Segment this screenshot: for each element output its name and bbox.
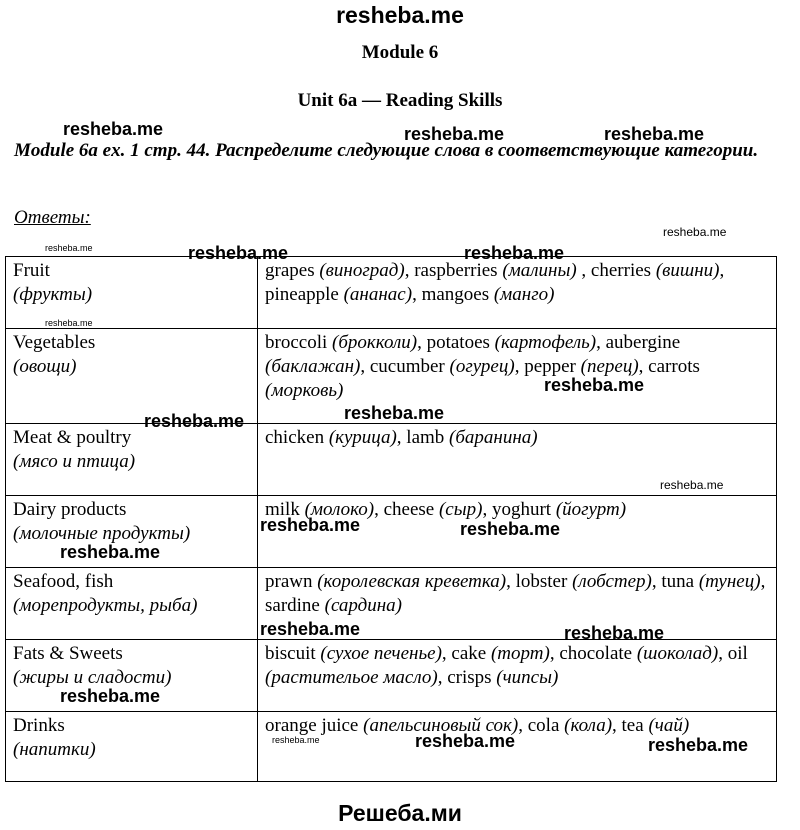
word-english: biscuit	[265, 643, 321, 664]
word-separator: ,	[549, 643, 560, 664]
word-translation: (малины)	[502, 260, 577, 281]
word-translation: (виноград)	[319, 260, 405, 281]
word-english: tuna	[661, 571, 699, 592]
category-name: Dairy products	[13, 499, 127, 520]
watermark: resheba.me	[663, 225, 727, 239]
category-name: Fats & Sweets	[13, 643, 123, 664]
word-translation: (сухое печенье)	[320, 643, 442, 664]
word-translation: (сыр)	[438, 499, 483, 520]
word-translation: (курица)	[328, 427, 397, 448]
word-separator: ,	[374, 499, 384, 520]
word-english: cherries	[590, 260, 656, 281]
word-english: cola	[527, 715, 565, 736]
watermark: resheba.me	[415, 731, 516, 751]
word-translation: (чипсы)	[496, 667, 559, 688]
word-english: oil	[727, 643, 753, 664]
word-english: orange juice	[265, 715, 364, 736]
word-english: cucumber	[369, 356, 450, 377]
category-name: Vegetables	[13, 332, 96, 353]
word-english: raspberries	[414, 260, 503, 281]
category-translation: (жиры и сладости)	[13, 667, 172, 688]
word-english: mangoes	[421, 284, 494, 305]
table-row	[6, 257, 777, 329]
word-translation: (морковь)	[265, 380, 344, 401]
word-separator: ,	[514, 356, 525, 377]
word-separator: ,	[718, 643, 728, 664]
word-translation: (баранина)	[449, 427, 538, 448]
word-translation: (растительое масло)	[265, 667, 438, 688]
category-translation: (молочные продукты)	[13, 523, 191, 544]
watermark: resheba.me	[464, 243, 565, 263]
word-english: chicken	[265, 427, 329, 448]
watermark: resheba.me	[460, 519, 561, 539]
watermark: resheba.me	[60, 686, 161, 706]
word-translation: (молоко)	[304, 499, 375, 520]
word-separator: ,	[482, 499, 492, 520]
watermark: resheba.me	[660, 478, 724, 492]
unit-title: Unit 6a — Reading Skills	[297, 90, 503, 111]
words-cell	[258, 640, 777, 712]
word-separator: ,	[651, 571, 662, 592]
watermark: resheba.me	[260, 619, 361, 639]
word-translation: (королевская креветка)	[317, 571, 507, 592]
words-cell	[258, 329, 777, 424]
word-separator: ,	[417, 332, 427, 353]
watermark: resheba.me	[272, 735, 320, 745]
word-translation: (брокколи)	[332, 332, 418, 353]
word-english: yoghurt	[491, 499, 556, 520]
word-translation: (ананас)	[343, 284, 413, 305]
word-translation: (перец)	[580, 356, 639, 377]
word-separator: ,	[596, 332, 606, 353]
word-separator: ,	[441, 643, 452, 664]
site-header[interactable]: resheba.me	[336, 2, 464, 28]
word-translation: (сардина)	[324, 595, 403, 616]
word-english: potatoes	[426, 332, 495, 353]
word-separator: ,	[437, 667, 448, 688]
category-cell	[6, 329, 258, 424]
watermark: resheba.me	[404, 124, 505, 144]
watermark: resheba.me	[188, 243, 289, 263]
word-english: pepper	[524, 356, 581, 377]
word-english: prawn	[265, 571, 318, 592]
word-english: chocolate	[559, 643, 637, 664]
watermark: resheba.me	[648, 735, 749, 755]
category-translation: (напитки)	[13, 739, 96, 760]
category-name: Seafood, fish	[13, 571, 114, 592]
word-separator: ,	[506, 571, 516, 592]
watermark: resheba.me	[604, 124, 705, 144]
watermark: resheba.me	[260, 515, 361, 535]
answers-label: Ответы:	[14, 207, 91, 228]
category-name: Drinks	[13, 715, 65, 736]
watermark: resheba.me	[45, 243, 93, 253]
word-english: tea	[621, 715, 649, 736]
word-translation: (огурец)	[449, 356, 515, 377]
word-translation: (картофель)	[494, 332, 597, 353]
category-translation: (фрукты)	[13, 284, 93, 305]
word-translation: (тунец)	[698, 571, 761, 592]
word-english: aubergine	[605, 332, 685, 353]
word-english: broccoli	[265, 332, 333, 353]
footer-site[interactable]: Решеба.ми	[338, 800, 462, 826]
word-english: cake	[451, 643, 491, 664]
category-translation: (морепродукты, рыба)	[13, 595, 198, 616]
word-translation: (кола)	[564, 715, 613, 736]
word-separator: ,	[518, 715, 528, 736]
category-cell	[6, 568, 258, 640]
category-cell	[6, 257, 258, 329]
category-cell	[6, 424, 258, 496]
word-translation: (чай)	[648, 715, 690, 736]
watermark: resheba.me	[144, 411, 245, 431]
word-english: carrots	[648, 356, 705, 377]
word-english: milk	[265, 499, 305, 520]
watermark: resheba.me	[45, 318, 93, 328]
word-separator: ,	[760, 571, 771, 592]
word-separator: ,	[638, 356, 649, 377]
word-separator: ,	[360, 356, 370, 377]
word-translation: (апельсиновый сок)	[363, 715, 519, 736]
watermark: resheba.me	[63, 119, 164, 139]
word-english: lamb	[406, 427, 450, 448]
watermark: resheba.me	[564, 623, 665, 643]
word-english: sardine	[265, 595, 325, 616]
category-translation: (мясо и птица)	[13, 451, 136, 472]
category-name: Meat & poultry	[13, 427, 132, 448]
word-separator: ,	[412, 284, 422, 305]
category-translation: (овощи)	[13, 356, 77, 377]
word-english: pineapple	[265, 284, 344, 305]
word-translation: (вишни)	[655, 260, 720, 281]
category-name: Fruit	[13, 260, 50, 281]
watermark: resheba.me	[344, 403, 445, 423]
word-separator: ,	[612, 715, 622, 736]
word-separator: ,	[576, 260, 591, 281]
words-cell	[258, 257, 777, 329]
word-translation: (лобстер)	[572, 571, 652, 592]
word-english: lobster	[515, 571, 573, 592]
word-english: cheese	[383, 499, 439, 520]
module-title: Module 6	[361, 42, 439, 63]
word-english: crisps	[447, 667, 497, 688]
word-translation: (торт)	[490, 643, 550, 664]
watermark: resheba.me	[60, 542, 161, 562]
word-separator: ,	[719, 260, 729, 281]
category-cell	[6, 712, 258, 782]
word-translation: (баклажан)	[265, 356, 361, 377]
word-english: grapes	[265, 260, 320, 281]
task-instruction: Module 6a ex. 1 стр. 44. Распределите следующие слова в соответствующие категории.	[14, 140, 759, 161]
word-translation: (манго)	[493, 284, 555, 305]
word-separator: ,	[396, 427, 407, 448]
word-separator: ,	[404, 260, 415, 281]
watermark: resheba.me	[544, 375, 645, 395]
word-translation: (йогурт)	[555, 499, 627, 520]
word-translation: (шоколад)	[636, 643, 719, 664]
